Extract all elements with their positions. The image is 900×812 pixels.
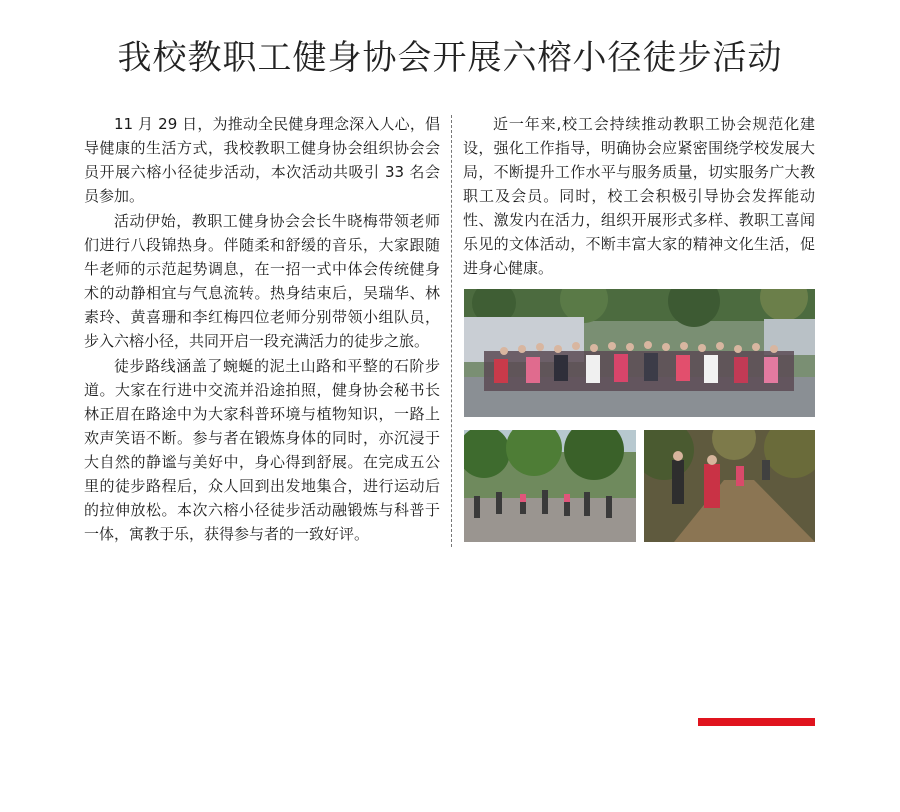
group-photo <box>464 289 815 417</box>
paragraph: 活动伊始，教职工健身协会会长牛晓梅带领老师们进行八段锦热身。伴随柔和舒缓的音乐，大家跟随牛老师的示范起势调息，在一招一式中体会传统健身术的动静相宜与气息流转。热身结束后，吴瑞华、林素玲、黄喜珊和李红梅四位老师分别带领小组队员，步入六榕小径，共同开启一段充满活力的徒步之旅。 <box>84 212 440 350</box>
paragraph: 近一年来,校工会持续推动教职工协会规范化建设，强化工作指导，明确协会应紧密围绕学校发展大局，不断提升工作水平与服务质量，切实服务广大教职工及会员。同时，校工会积极引导协会发挥能动性、激发内在活力，组织开展形式多样、教职工喜闻乐见的文体活动，不断丰富大家的精神文化生活，促进身心健康。 <box>463 115 815 277</box>
baduanjin-warmup-photo <box>464 430 636 542</box>
paragraph: 徒步路线涵盖了蜿蜒的泥土山路和平整的石阶步道。大家在行进中交流并沿途拍照，健身协会秘书长林正眉在路途中为大家科普环境与植物知识，一路上欢声笑语不断。参与者在锻炼身体的同时，亦沉浸于大自然的静谧与美好中，身心得到舒展。在完成五公里的徒步路程后，众人回到出发地集合，进行运动后的拉伸放松。本次六榕小径徒步活动融锻炼与科普于一体，寓教于乐，获得参与者的一致好评。 <box>84 357 440 543</box>
right-column <box>463 112 815 281</box>
column-divider <box>451 115 452 547</box>
article-title: 我校教职工健身协会开展六榕小径徒步活动 <box>117 38 783 78</box>
left-column <box>84 112 440 547</box>
paragraph: 11 月 29 日，为推动全民健身理念深入人心，倡导健康的生活方式，我校教职工健身协会组织协会会员开展六榕小径徒步活动，本次活动共吸引 33 名会员参加。 <box>84 115 440 205</box>
accent-bar <box>698 718 815 726</box>
hiking-trail-photo <box>644 430 815 542</box>
